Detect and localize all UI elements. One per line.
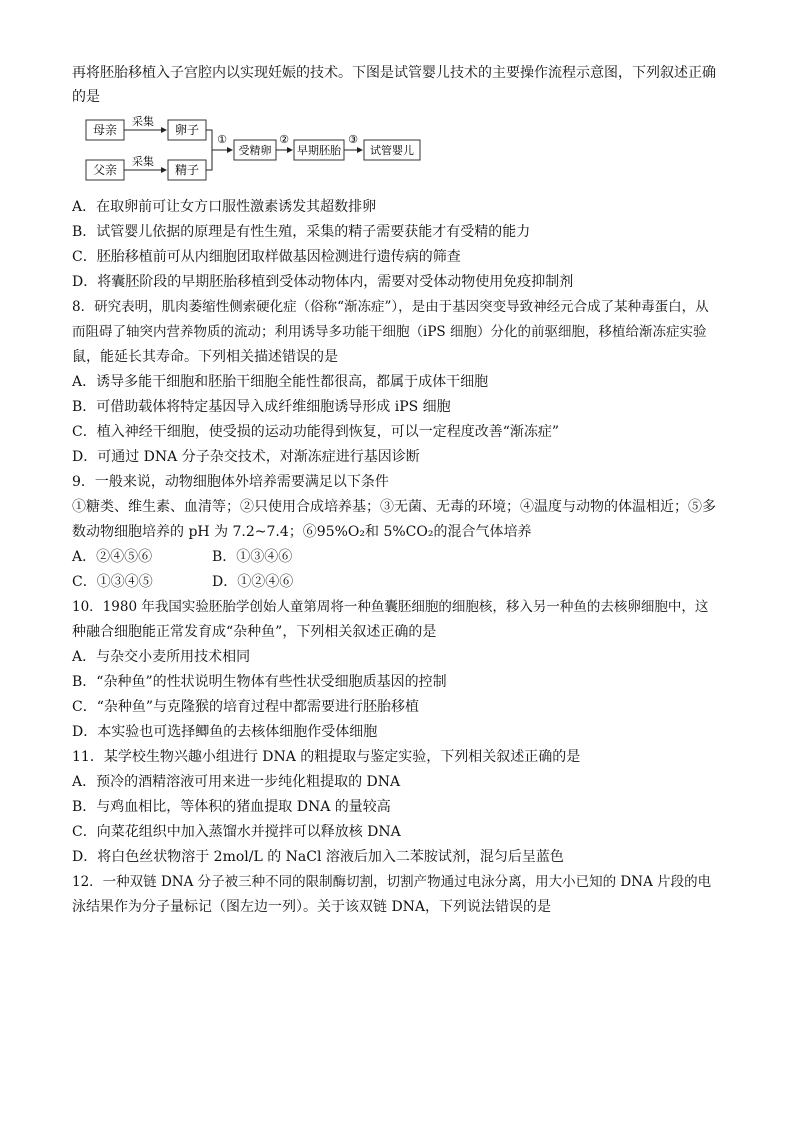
q9-option-c: C．①③④⑤ bbox=[72, 574, 153, 590]
q10-option-c: C．“杂种鱼”与克隆猴的培育过程中都需要进行胚胎移植 bbox=[72, 699, 420, 715]
step3-label: ③ bbox=[348, 133, 358, 146]
intro-line-2: 的是 bbox=[72, 89, 100, 105]
q7-option-a: A．在取卵前可让女方口服性激素诱发其超数排卵 bbox=[72, 199, 377, 215]
father-label: 父亲 bbox=[92, 163, 118, 177]
q9-option-d: D．①②④⑥ bbox=[212, 574, 294, 590]
ivf-flow-diagram bbox=[72, 112, 424, 190]
test-tube-baby-label: 试管婴儿 bbox=[370, 144, 414, 157]
collect-egg-label: 采集 bbox=[132, 115, 154, 128]
intro-line-1: 再将胚胎移植入子宫腔内以实现妊娠的技术。下图是试管婴儿技术的主要操作流程示意图，下列叙述正确 bbox=[72, 65, 716, 81]
q7-option-b: B．试管婴儿依据的原理是有性生殖，采集的精子需要获能才有受精的能力 bbox=[72, 224, 531, 240]
merge-bracket bbox=[206, 130, 212, 170]
q9-option-b: B．①③④⑥ bbox=[212, 549, 293, 565]
q8-stem-line-1: 8．研究表明，肌肉萎缩性侧索硬化症（俗称“渐冻症”），是由于基因突变导致神经元合成了某种毒蛋白，从 bbox=[72, 299, 709, 315]
q9-option-a: A．②④⑤⑥ bbox=[72, 549, 153, 565]
collect-sperm-label: 采集 bbox=[132, 155, 154, 168]
q12-stem-line-2: 泳结果作为分子量标记（图左边一列）。关于该双链 DNA，下列说法错误的是 bbox=[72, 899, 552, 915]
mother-label: 母亲 bbox=[92, 123, 118, 137]
q9-stem-line-1: 9．一般来说，动物细胞体外培养需要满足以下条件 bbox=[72, 474, 389, 490]
q8-stem-line-3: 鼠，能延长其寿命。下列相关描述错误的是 bbox=[72, 349, 338, 365]
q11-option-b: B．与鸡血相比，等体积的猪血提取 DNA 的量较高 bbox=[72, 799, 391, 815]
sperm-label: 精子 bbox=[174, 163, 200, 177]
q7-option-d: D．将囊胚阶段的早期胚胎移植到受体动物体内，需要对受体动物使用免疫抑制剂 bbox=[72, 274, 574, 290]
q8-option-c: C．植入神经干细胞，使受损的运动功能得到恢复，可以一定程度改善“渐冻症” bbox=[72, 424, 560, 440]
q9-stem-line-3: 数动物细胞培养的 pH 为 7.2~7.4；⑥95%O₂和 5%CO₂的混合气体培养 bbox=[72, 524, 532, 540]
q11-option-a: A．预冷的酒精溶液可用来进一步纯化粗提取的 DNA bbox=[72, 774, 401, 790]
early-embryo-label: 早期胚胎 bbox=[297, 144, 341, 157]
egg-label: 卵子 bbox=[174, 123, 200, 137]
q8-stem-line-2: 而阻碍了轴突内营养物质的流动；利用诱导多功能干细胞（iPS 细胞）分化的前驱细胞，移植给渐冻症实验 bbox=[72, 324, 707, 340]
q8-option-a: A．诱导多能干细胞和胚胎干细胞全能性都很高，都属于成体干细胞 bbox=[72, 374, 489, 390]
q8-option-d: D．可通过 DNA 分子杂交技术，对渐冻症进行基因诊断 bbox=[72, 449, 420, 465]
q12-stem-line-1: 12．一种双链 DNA 分子被三种不同的限制酶切割，切割产物通过电泳分离，用大小已知的 DNA 片段的电 bbox=[72, 874, 712, 890]
step1-label: ① bbox=[217, 133, 227, 146]
q11-option-d: D．将白色丝状物溶于 2mol/L 的 NaCl 溶液后加入二苯胺试剂，混匀后呈蓝色 bbox=[72, 849, 564, 865]
q11-stem: 11．某学校生物兴趣小组进行 DNA 的粗提取与鉴定实验，下列相关叙述正确的是 bbox=[72, 749, 581, 765]
q10-option-a: A．与杂交小麦所用技术相同 bbox=[72, 649, 251, 665]
fertilized-egg-label: 受精卵 bbox=[238, 144, 272, 157]
q10-option-b: B．“杂种鱼”的性状说明生物体有些性状受细胞质基因的控制 bbox=[72, 674, 447, 690]
q10-stem-line-1: 10．1980 年我国实验胚胎学创始人童第周将一种鱼囊胚细胞的细胞核，移入另一种鱼的去核卵细胞中，这 bbox=[72, 599, 709, 615]
q10-stem-line-2: 种融合细胞能正常发育成“杂种鱼”，下列相关叙述正确的是 bbox=[72, 624, 437, 640]
q11-option-c: C．向菜花组织中加入蒸馏水并搅拌可以释放核 DNA bbox=[72, 824, 401, 840]
q9-stem-line-2: ①糖类、维生素、血清等；②只使用合成培养基；③无菌、无毒的环境；④温度与动物的体温相近；⑤多 bbox=[72, 499, 716, 515]
step2-label: ② bbox=[279, 133, 289, 146]
q10-option-d: D．本实验也可选择鲫鱼的去核体细胞作受体细胞 bbox=[72, 724, 378, 740]
q8-option-b: B．可借助载体将特定基因导入成纤维细胞诱导形成 iPS 细胞 bbox=[72, 399, 451, 415]
q7-option-c: C．胚胎移植前可从内细胞团取样做基因检测进行遗传病的筛查 bbox=[72, 249, 461, 265]
